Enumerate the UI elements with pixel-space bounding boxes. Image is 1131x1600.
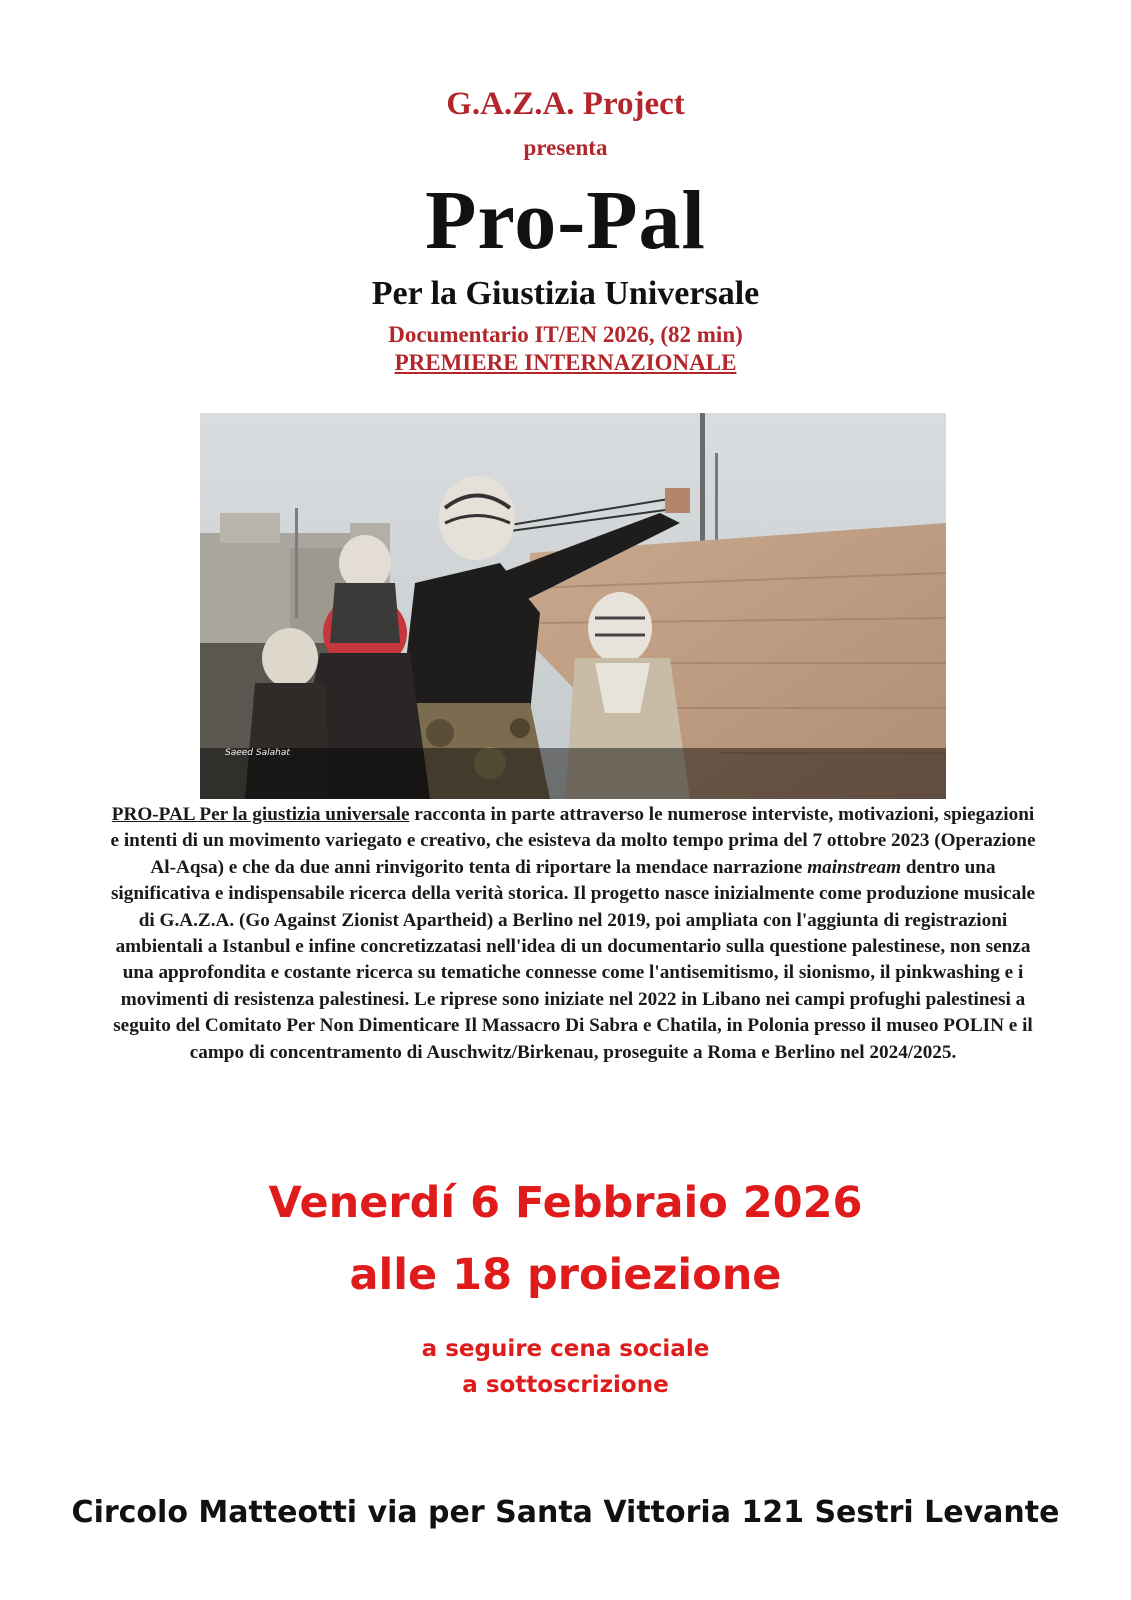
- event-date: Venerdí 6 Febbraio 2026: [268, 1178, 863, 1228]
- premiere-label: PREMIERE INTERNAZIONALE: [394, 350, 737, 375]
- description-lead: PRO-PAL Per la giustizia universale: [111, 804, 410, 825]
- photo-watermark: Saeed Salahat: [225, 748, 290, 758]
- presenter-name: G.A.Z.A. Project: [446, 86, 685, 122]
- event-venue: Circolo Matteotti via per Santa Vittoria 121 Sestri Levante: [71, 1495, 1060, 1530]
- description-italic: mainstream: [807, 856, 902, 878]
- film-description: [108, 802, 1038, 1066]
- description-text-1: racconta in parte attraverso le numerose interviste, motivazioni, spiegazioni e intenti di un movimento variegato e creativo, che esisteva da molto tempo prima del 7 ottobre 2023 (Operazione Al-Aqsa) e che da due anni rinvigorito tenta di riportare la mendace narrazione: [110, 804, 1036, 878]
- film-title: Pro-Pal: [425, 174, 706, 267]
- description-text-2: dentro una significativa e indispensabile ricerca della verità storica. Il progetto nasce inizialmente come produzione musicale di G.A.Z.A. (Go Against Zionist Apartheid) a Berlino nel 2019, poi ampliata con l'aggiunta di registrazioni ambientali a Istanbul e infine concretizzatasi nell'idea di un documentario sulla questione palestinese, non senza una approfondita e costante ricerca su tematiche connesse come l'antisemitismo, il sionismo, il pinkwashing e i movimenti di resistenza palestinesi. Le riprese sono iniziate nel 2022 in Libano nei campi profughi palestinesi a seguito del Comitato Per Non Dimenticare Il Massacro Di Sabra e Chatila, in Polonia presso il museo POLIN e il campo di concentramento di Auschwitz/Birkenau, proseguite a Roma e Berlino nel 2024/2025.: [110, 856, 1036, 1063]
- presents-label: presenta: [523, 135, 608, 160]
- event-time: alle 18 proiezione: [349, 1250, 782, 1300]
- event-after-1: a seguire cena sociale: [421, 1336, 710, 1362]
- event-after-2: a sottoscrizione: [462, 1372, 669, 1398]
- film-meta: Documentario IT/EN 2026, (82 min): [388, 322, 743, 347]
- film-subtitle: Per la Giustizia Universale: [371, 275, 760, 312]
- film-still-photo: [200, 413, 946, 799]
